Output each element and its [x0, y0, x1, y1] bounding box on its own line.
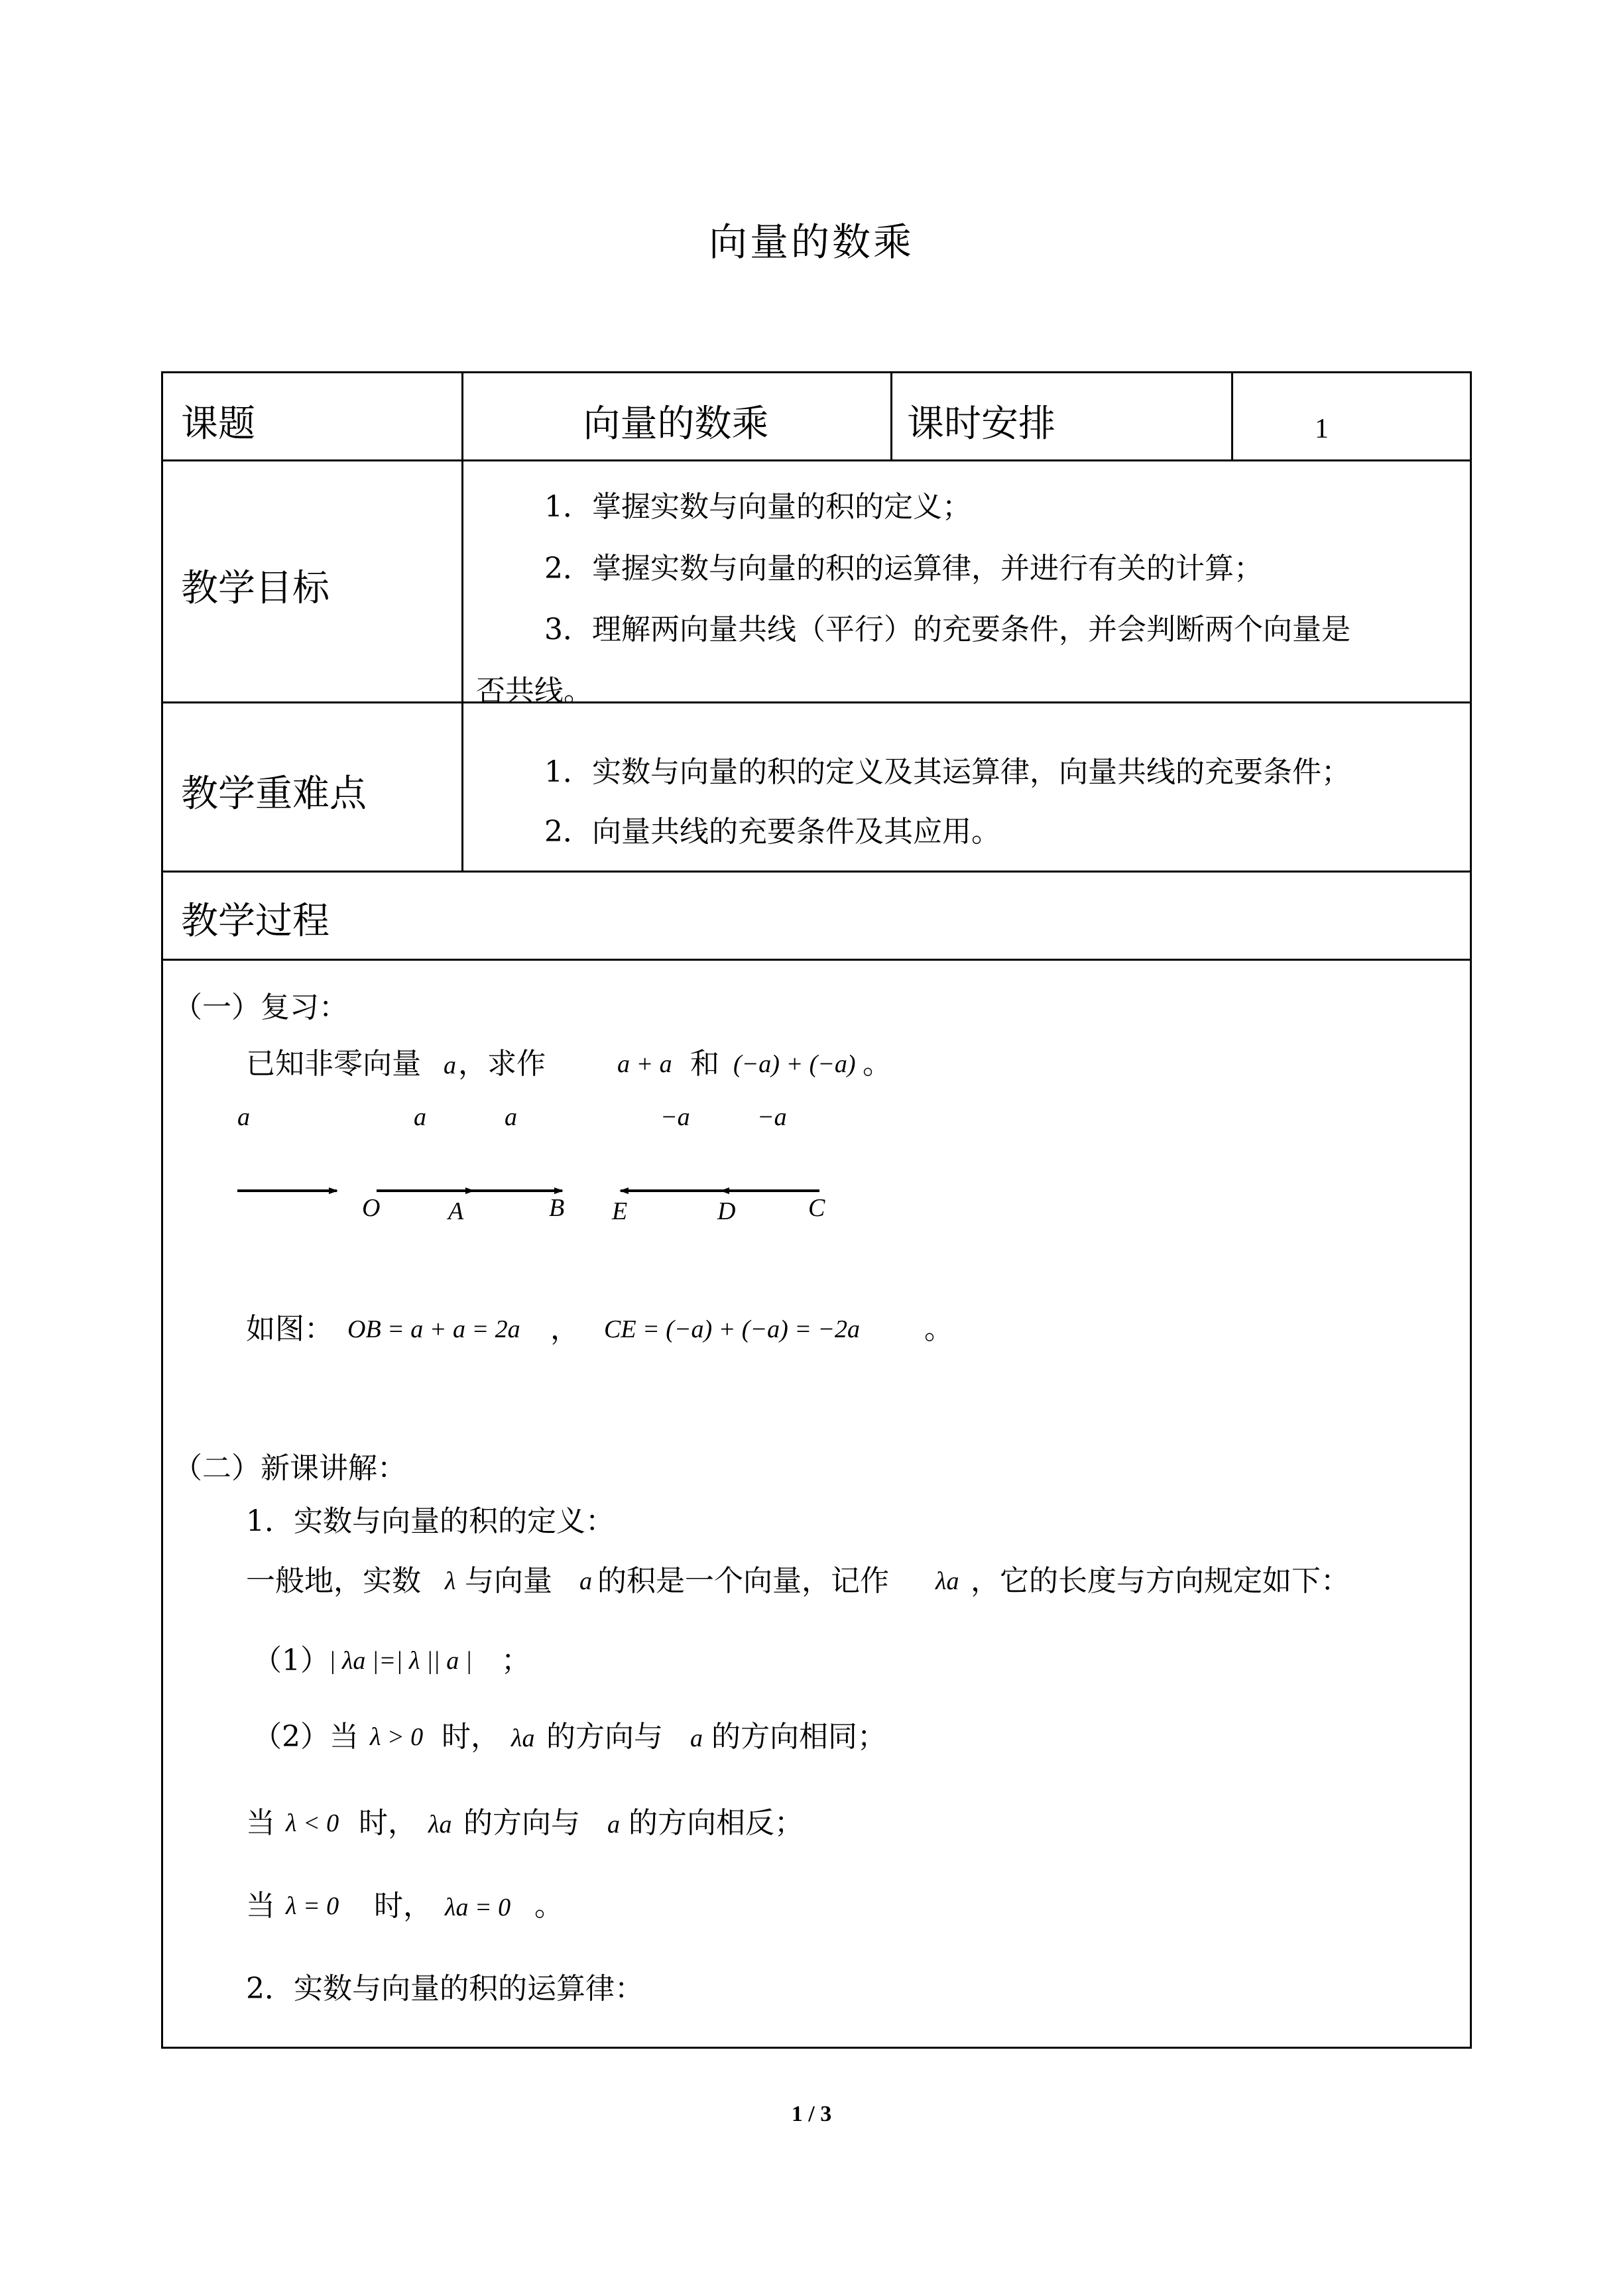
math-lambda-a: λa	[935, 1567, 959, 1595]
math-a: a	[579, 1567, 592, 1595]
rule-2-a: a	[690, 1724, 703, 1752]
objectives-label: 教学目标	[181, 567, 330, 610]
rule-3-prefix: 当	[246, 1806, 275, 1840]
figure-end: 。	[924, 1312, 953, 1346]
objective-item: 1．掌握实数与向量的积的定义；	[544, 490, 971, 524]
point-label: O	[362, 1194, 381, 1222]
definition-text: 一般地，实数	[246, 1564, 421, 1598]
point-label: C	[808, 1194, 825, 1222]
key-point-item: 2．向量共线的充要条件及其应用。	[544, 815, 1000, 849]
vector-label: a	[505, 1103, 517, 1131]
math-neg-sum: (−a) + (−a)	[733, 1050, 856, 1078]
review-text: 。	[863, 1047, 892, 1081]
review-text: ，求作	[458, 1047, 546, 1081]
rule-2-text: 时，	[442, 1720, 500, 1754]
math-sum: a + a	[617, 1050, 672, 1078]
subject-value: 向量的数乘	[583, 402, 769, 446]
new-lesson-heading: （二）新课讲解：	[173, 1451, 406, 1485]
definition-text: ，它的长度与方向规定如下：	[971, 1564, 1350, 1598]
page-title: 向量的数乘	[708, 219, 914, 265]
vector-label: −a	[660, 1103, 690, 1131]
vector-diagram	[163, 373, 1474, 1301]
key-point-item: 1．实数与向量的积的定义及其运算律，向量共线的充要条件；	[544, 755, 1351, 789]
objective-item: 3．理解两向量共线（平行）的充要条件，并会判断两个向量是	[544, 613, 1351, 646]
objective-item: 否共线。	[476, 674, 593, 708]
review-text: 已知非零向量	[246, 1047, 421, 1081]
rule-3-text: 的方向相反；	[629, 1806, 804, 1840]
subject-label: 课题	[181, 402, 255, 446]
lesson-plan-table	[161, 371, 1472, 2049]
rule-4-equation: λa = 0	[445, 1894, 511, 1921]
vector-label: −a	[757, 1103, 787, 1131]
figure-separator: ，	[550, 1312, 579, 1346]
rule-4-condition: λ = 0	[286, 1892, 339, 1920]
key-points-label: 教学重难点	[181, 772, 367, 816]
rule-3-lambda-a: λa	[428, 1811, 452, 1839]
point-label: B	[549, 1194, 565, 1222]
rule-4-prefix: 当	[246, 1889, 275, 1923]
rule-4-end: 。	[534, 1889, 564, 1923]
page-number: 1 / 3	[791, 2102, 832, 2126]
rule-3-text: 的方向与	[463, 1806, 580, 1840]
definition-heading: 1．实数与向量的积的定义：	[246, 1504, 615, 1538]
rule-2-lambda-a: λa	[511, 1724, 535, 1752]
figure-prefix: 如图：	[246, 1312, 333, 1346]
point-label: D	[717, 1197, 736, 1225]
definition-text: 的积是一个向量，记作	[597, 1564, 889, 1598]
math-lambda: λ	[445, 1567, 456, 1595]
point-label: E	[612, 1197, 628, 1225]
review-heading: （一）复习：	[173, 991, 348, 1024]
equation-ob: OB = a + a = 2a	[347, 1315, 520, 1343]
rule-2-text: 的方向与	[546, 1720, 663, 1754]
objective-item: 2．掌握实数与向量的积的运算律，并进行有关的计算；	[544, 552, 1263, 585]
hours-value: 1	[1315, 414, 1329, 444]
definition-text: 与向量	[465, 1564, 552, 1598]
equation-ce: CE = (−a) + (−a) = −2a	[604, 1315, 861, 1343]
process-label: 教学过程	[181, 900, 330, 943]
rule-1-end: ；	[501, 1644, 530, 1677]
math-a: a	[444, 1052, 456, 1079]
hours-label: 课时安排	[907, 402, 1055, 446]
vector-label: a	[237, 1103, 250, 1131]
rule-2-condition: λ > 0	[370, 1723, 424, 1751]
rule-3-a: a	[607, 1811, 620, 1839]
rule-1-math: | λa |=| λ || a |	[329, 1647, 473, 1675]
point-label: A	[448, 1197, 464, 1225]
vector-label: a	[414, 1103, 426, 1131]
rule-2-prefix: （2）当	[253, 1720, 359, 1754]
rule-1-prefix: （1）	[253, 1644, 330, 1677]
rule-3-condition: λ < 0	[286, 1809, 339, 1837]
rule-2-text: 的方向相同；	[711, 1720, 886, 1754]
rule-3-text: 时，	[359, 1806, 417, 1840]
rule-4-text: 时，	[374, 1889, 432, 1923]
laws-heading: 2．实数与向量的积的运算律：	[246, 1972, 644, 2006]
review-text: 和	[690, 1047, 719, 1081]
